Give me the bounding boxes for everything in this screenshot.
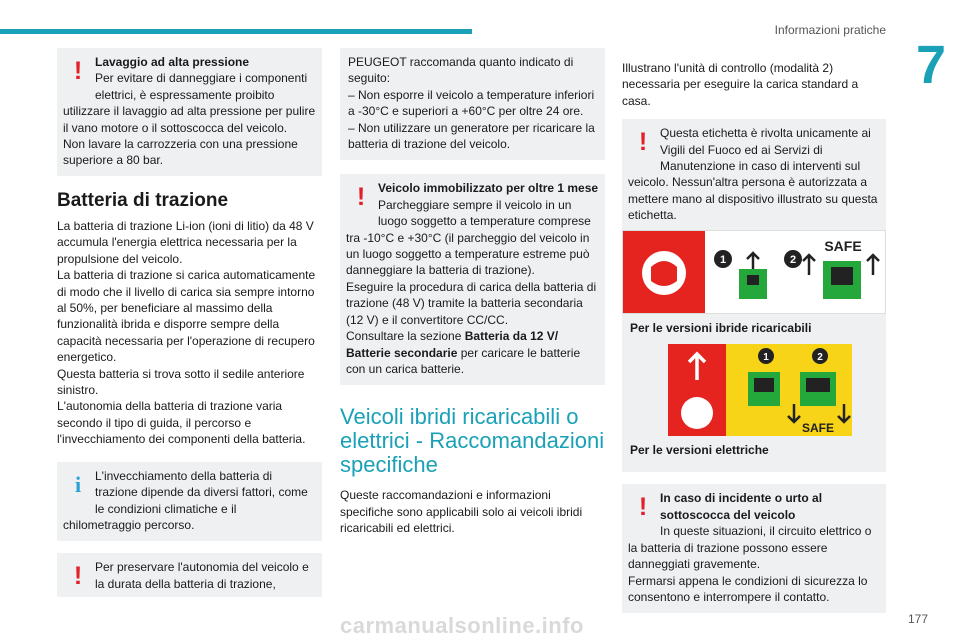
warning-text: Per evitare di danneggiare i componenti elettrici, è espressamente proibito utilizzare il lavaggio ad alta pressione per pulire il vano motore o il sottoscocca del veicolo. (63, 71, 316, 135)
step-1-number: 1 (763, 352, 769, 364)
list-item: – Non utilizzare un generatore per ricaricare la batteria di trazione del veicolo. (348, 120, 595, 152)
warning-title: Veicolo immobilizzato per oltre 1 mese (378, 181, 599, 196)
watermark: carmanualsonline.info (340, 613, 584, 638)
paragraph: La batteria di trazione si carica automaticamente di modo che il livello di carica sia sempre intorno al 50%, per beneficiare al massimo della funzionalità ibrida e disporre sempre della capacità necessaria per l'operazione di recupero energetico. (57, 268, 316, 365)
warning-text: Parcheggiare sempre il veicolo in un luogo soggetto a temperature comprese tra -10°C e +30°C (il parcheggio del veicolo in un luogo soggetto a temperature estreme può danneggiare la batteria di trazione). (346, 197, 591, 278)
text-run: per caricare le batterie con un carica batterie. (346, 345, 581, 376)
column-2 (340, 48, 605, 537)
warning-text (346, 328, 599, 377)
chapter-number: 7 (915, 35, 947, 95)
warning-text: Non lavare la carrozzeria con una pressione superiore a 80 bar. (63, 137, 298, 168)
warning-icon: ! (356, 183, 366, 212)
firefighter-helmet-icon (681, 397, 713, 429)
paragraph: Questa batteria si trova sotto il sedile anteriore sinistro. (57, 366, 305, 398)
safe-label: SAFE (824, 237, 862, 254)
section-link: Batteria da 12 V/ Batterie secondarie (346, 329, 559, 360)
warning-icon: ! (73, 562, 83, 591)
paragraph: La batteria di trazione Li-ion (ioni di litio) da 48 V accumula l'energia elettrica necessaria per la propulsione del veicolo. (57, 219, 314, 266)
warning-box-label (622, 119, 886, 472)
safety-label-graphic (623, 231, 885, 313)
warning-icon: ! (73, 57, 83, 85)
warning-text: In queste situazioni, il circuito elettrico o la batteria di trazione possono essere danneggiati gravemente. (628, 524, 872, 572)
info-icon: i (74, 471, 82, 497)
arrow-up-icon (803, 255, 815, 275)
caption-hybrid: Per le versioni ibride ricaricabili (630, 320, 812, 335)
step-2-number: 2 (817, 352, 823, 364)
paragraph: Illustrano l'unità di controllo (modalità 2) necessaria per eseguire la carica standard a casa. (622, 61, 859, 108)
warning-text: Eseguire la procedura di carica della batteria di trazione (48 V) tramite la batteria secondaria (12 V) e il convertitore CC/CC. (346, 279, 597, 327)
hybrid-safety-label-illustration (622, 230, 886, 314)
caption-electric: Per le versioni elettriche (630, 443, 769, 458)
recommendation-box (340, 48, 605, 160)
heading-traction-battery: Batteria di trazione (57, 190, 229, 211)
list-item: – Non esporre il veicolo a temperature inferiori a -30°C e superiori a +60°C per oltre 24 ore. (348, 87, 595, 119)
paragraph: L'autonomia della batteria di trazione varia secondo il tipo di guida, il percorso e l'invecchiamento dei componenti della batteria. (57, 399, 306, 447)
warning-icon: ! (638, 493, 648, 522)
warning-text: Per preservare l'autonomia del veicolo e la durata della batteria di trazione, (95, 560, 309, 591)
arrow-up-icon (867, 255, 879, 275)
paragraph: Queste raccomandazioni e informazioni specifiche sono applicabili solo ai veicoli ibridi ricaricabili ed elettrici. (340, 488, 583, 536)
column-3 (622, 48, 886, 625)
warning-icon: ! (638, 128, 648, 157)
safety-label-graphic (668, 344, 852, 436)
electric-safety-label-illustration (668, 344, 852, 436)
warning-box-pressure-wash (57, 48, 322, 176)
heading-hybrid-electric: Veicoli ibridi ricaricabili o elettrici - Raccomandazioni specifiche (340, 404, 605, 478)
warning-text: Questa etichetta è rivolta unicamente ai Vigili del Fuoco ed ai Servizi di Manutenzione in caso di interventi sul veicolo. Nessun'altra persona è autorizzata a mettere mano al dispositivo illustrato su questa etichetta. (628, 126, 878, 223)
safe-label: SAFE (801, 421, 835, 436)
header-accent-bar (0, 29, 472, 34)
step-1-number: 1 (719, 253, 727, 266)
warning-title: In caso di incidente o urto al sottoscocca del veicolo (660, 491, 823, 522)
text-run: Consultare la sezione (346, 329, 465, 344)
warning-box-immobilized (340, 174, 605, 385)
warning-box-autonomy (57, 553, 322, 597)
section-title: Informazioni pratiche (774, 23, 886, 37)
warning-box-accident (622, 484, 886, 613)
warning-text: Fermarsi appena le condizioni di sicurezza lo consentono e interrompere il contatto. (628, 573, 868, 604)
step-2-number: 2 (789, 253, 797, 266)
info-box-battery-aging (57, 462, 322, 542)
column-1 (57, 48, 322, 609)
page-number: 177 (908, 612, 929, 626)
warning-title: Lavaggio ad alta pressione (95, 55, 250, 69)
info-text: L'invecchiamento della batteria di trazione dipende da diversi fattori, come le condizioni climatiche e il chilometraggio percorso. (63, 468, 308, 532)
paragraph: PEUGEOT raccomanda quanto indicato di seguito: (348, 55, 574, 86)
